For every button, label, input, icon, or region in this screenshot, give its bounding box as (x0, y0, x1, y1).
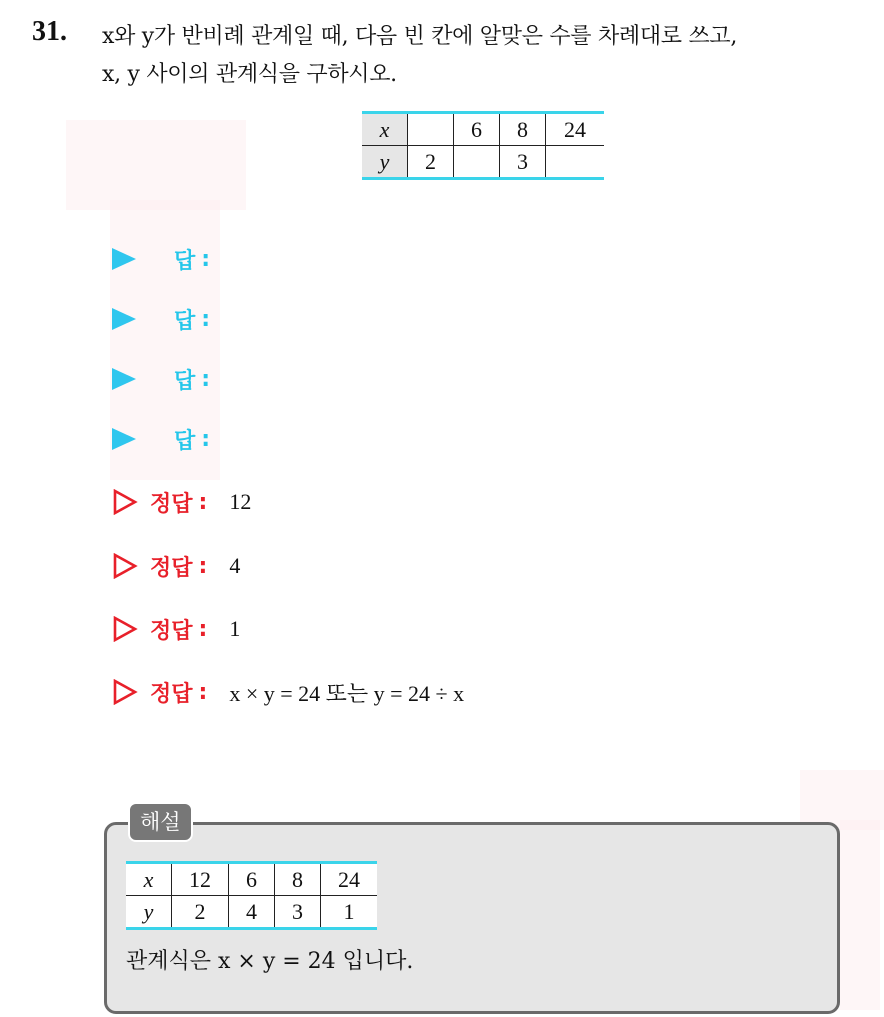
solution-label: 정답 (150, 555, 193, 581)
table-cell: 24 (321, 863, 378, 896)
table-row (362, 113, 604, 146)
answer-colon: : (201, 426, 211, 452)
table-cell (454, 146, 500, 179)
answer-row[interactable] (112, 304, 210, 334)
explanation-table (126, 861, 377, 930)
solution-value: 4 (229, 553, 241, 578)
play-triangle-icon (112, 308, 136, 330)
table-cell: 8 (275, 863, 321, 896)
outline-triangle-icon (112, 616, 138, 642)
answer-row[interactable] (112, 244, 210, 274)
table-cell: 6 (229, 863, 275, 896)
answer-label: 답 (174, 428, 196, 454)
outline-triangle-icon (112, 489, 138, 515)
table-cell: 1 (321, 896, 378, 929)
table-cell: 2 (408, 146, 454, 179)
table-cell: y (126, 896, 172, 929)
table-cell: 4 (229, 896, 275, 929)
outline-triangle-icon (112, 679, 138, 705)
solution-label: 정답 (150, 491, 193, 517)
question-table (362, 111, 604, 180)
table-cell: 8 (500, 113, 546, 146)
solution-row (112, 675, 464, 709)
watermark-shape (66, 120, 246, 210)
explanation-tab: 해설 (128, 802, 193, 842)
solution-value: 12 (229, 489, 252, 514)
table-cell: 2 (172, 896, 229, 929)
table-cell: 12 (172, 863, 229, 896)
solution-value: x × y = 24 또는 y = 24 ÷ x (229, 680, 465, 706)
solution-row (112, 485, 251, 519)
question-number: 31. (32, 16, 67, 47)
table-cell: x (126, 863, 172, 896)
answer-colon: : (201, 306, 211, 332)
play-triangle-icon (112, 368, 136, 390)
answer-row[interactable] (112, 364, 210, 394)
table-cell: 24 (546, 113, 605, 146)
answer-label: 답 (174, 308, 196, 334)
solution-colon: : (198, 489, 208, 515)
explanation-text: 관계식은 x × y = 24 입니다. (126, 949, 414, 974)
solution-row (112, 612, 240, 646)
table-cell: x (362, 113, 408, 146)
table-cell (408, 113, 454, 146)
table-cell (546, 146, 605, 179)
solution-colon: : (198, 553, 208, 579)
watermark-shape (840, 820, 880, 1010)
outline-triangle-icon (112, 553, 138, 579)
solution-row (112, 549, 240, 583)
answer-label: 답 (174, 248, 196, 274)
solution-colon: : (198, 616, 208, 642)
table-cell: 3 (500, 146, 546, 179)
solution-label: 정답 (150, 618, 193, 644)
answer-row[interactable] (112, 424, 210, 454)
solution-label: 정답 (150, 681, 193, 707)
play-triangle-icon (112, 428, 136, 450)
question-line-1: x와 y가 반비례 관계일 때, 다음 빈 칸에 알맞은 수를 차례대로 쓰고, (102, 24, 738, 49)
table-cell: y (362, 146, 408, 179)
question-text (102, 18, 872, 94)
table-row (362, 146, 604, 179)
answer-label: 답 (174, 368, 196, 394)
answer-colon: : (201, 246, 211, 272)
table-row (126, 863, 377, 896)
answer-colon: : (201, 366, 211, 392)
table-row (126, 896, 377, 929)
table-cell: 3 (275, 896, 321, 929)
solution-colon: : (198, 679, 208, 705)
question-line-2: x, y 사이의 관계식을 구하시오. (102, 62, 397, 87)
table-cell: 6 (454, 113, 500, 146)
play-triangle-icon (112, 248, 136, 270)
solution-value: 1 (229, 616, 241, 641)
